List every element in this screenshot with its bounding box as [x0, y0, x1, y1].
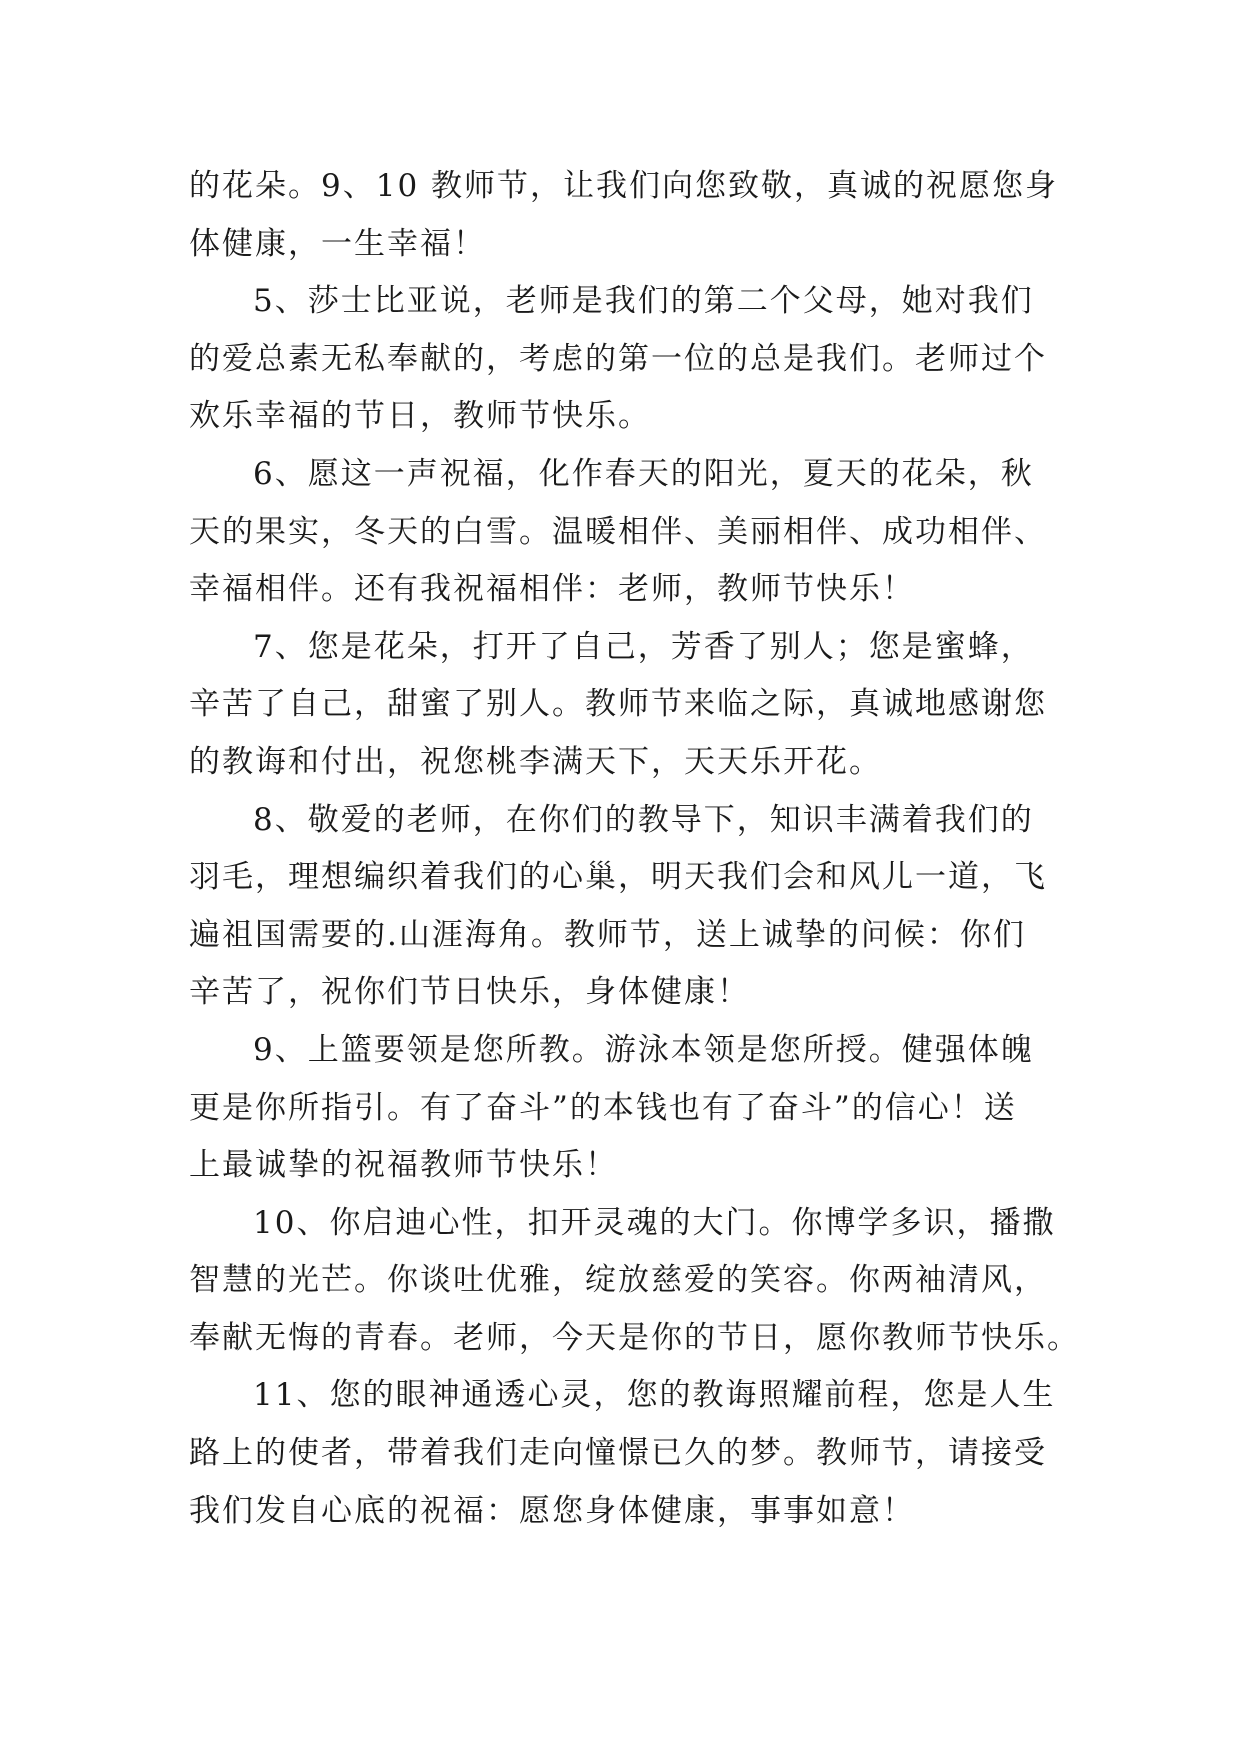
paragraph [189, 273, 1069, 446]
text-line: 的花朵。9、10 教师节，让我们向您致敬，真诚的祝愿您身 [189, 168, 1059, 204]
paragraph [189, 1195, 1080, 1368]
text-line: 智慧的光芒。你谈吐优雅，绽放慈爱的笑容。你两袖清风， [189, 1262, 1047, 1299]
text-line: 10、你启迪心性，扣开灵魂的大门。你博学多识，播撒 [253, 1204, 1056, 1241]
text-line: 7、您是花朵，打开了自己，芳香了别人；您是蜜蜂， [253, 628, 1034, 665]
paragraph [189, 1022, 1069, 1195]
text-line: 11、您的眼神通透心灵，您的教诲照耀前程，您是人生 [253, 1377, 1056, 1414]
text-line: 我们发自心底的祝福：愿您身体健康，事事如意！ [189, 1492, 915, 1529]
text-line: 辛苦了自己，甜蜜了别人。教师节来临之际，真诚地感谢您 [189, 686, 1047, 723]
paragraph [189, 1367, 1069, 1540]
text-line: 天的果实，冬天的白雪。温暖相伴、美丽相伴、成功相伴、 [189, 513, 1047, 550]
paragraph [189, 446, 1069, 619]
text-line: 幸福相伴。还有我祝福相伴：老师，教师节快乐！ [189, 571, 915, 608]
paragraph [189, 158, 1069, 273]
text-line: 9、上篮要领是您所教。游泳本领是您所授。健强体魄 [253, 1031, 1034, 1068]
text-line: 辛苦了，祝你们节日快乐，身体健康！ [189, 974, 750, 1011]
text-line: 更是你所指引。有了奋斗”的本钱也有了奋斗”的信心！送 [189, 1089, 1017, 1126]
text-line: 的教诲和付出，祝您桃李满天下，天天乐开花。 [189, 743, 882, 780]
paragraph [189, 619, 1069, 792]
document-body [189, 158, 1080, 1540]
text-line: 8、敬爱的老师，在你们的教导下，知识丰满着我们的 [253, 801, 1034, 838]
text-line: 遍祖国需要的.山涯海角。教师节，送上诚挚的问候：你们 [189, 916, 1026, 953]
text-line: 路上的使者，带着我们走向憧憬已久的梦。教师节，请接受 [189, 1435, 1047, 1472]
text-line: 羽毛，理想编织着我们的心巢，明天我们会和风儿一道，飞 [189, 859, 1047, 896]
text-line: 体健康，一生幸福！ [189, 225, 486, 262]
text-line: 欢乐幸福的节日，教师节快乐。 [189, 398, 651, 435]
text-line: 6、愿这一声祝福，化作春天的阳光，夏天的花朵，秋 [253, 455, 1034, 492]
text-line: 的爱总素无私奉献的，考虑的第一位的总是我们。老师过个 [189, 340, 1047, 377]
text-line: 奉献无悔的青春。老师，今天是你的节日，愿你教师节快乐。 [189, 1319, 1080, 1356]
text-line: 5、莎士比亚说，老师是我们的第二个父母，她对我们 [253, 283, 1034, 320]
text-line: 上最诚挚的祝福教师节快乐！ [189, 1147, 618, 1184]
paragraph [189, 792, 1069, 1022]
